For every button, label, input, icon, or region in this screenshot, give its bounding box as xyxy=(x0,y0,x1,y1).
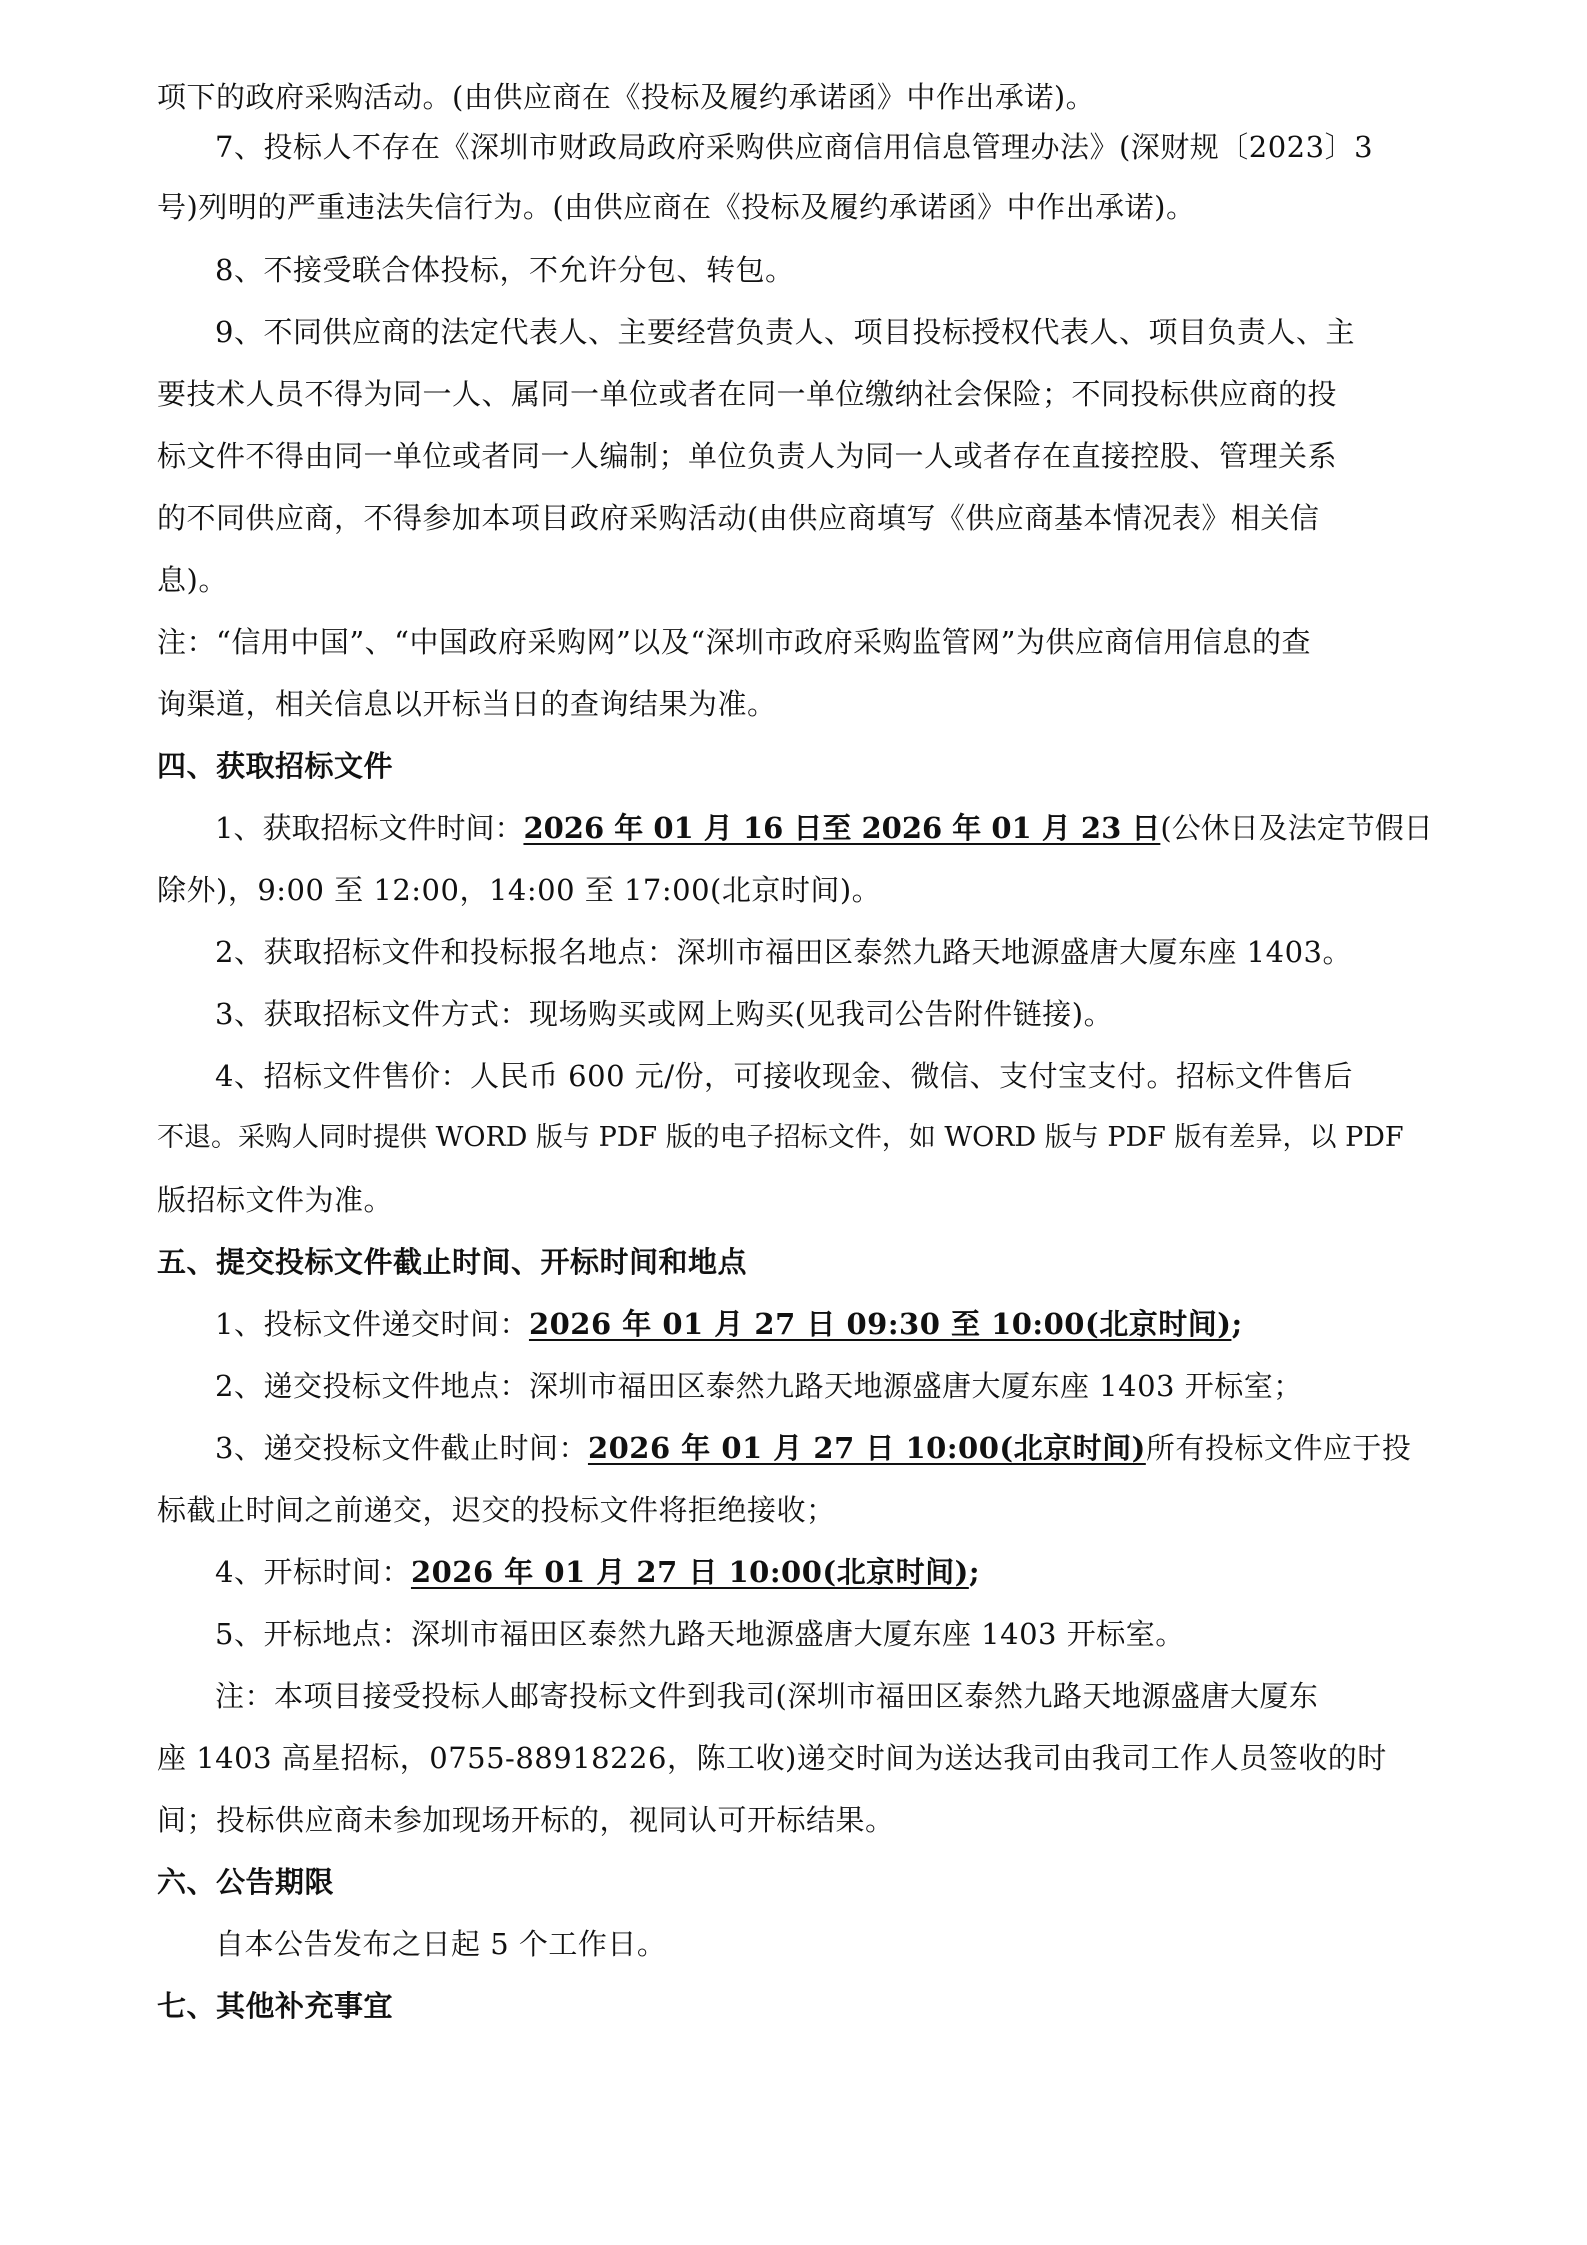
deadline-note: 所有投标文件应于投 xyxy=(1145,1431,1412,1465)
doc-time-line xyxy=(215,808,1433,848)
note-line: 注：本项目接受投标人邮寄投标文件到我司(深圳市福田区泰然九路天地源盛唐大厦东 xyxy=(215,1679,1319,1713)
section-heading-5: 五、提交投标文件截止时间、开标时间和地点 xyxy=(157,1245,748,1279)
doc-time-label: 1、获取招标文件时间： xyxy=(215,811,524,845)
deadline-label: 3、递交投标文件截止时间： xyxy=(215,1431,588,1465)
opening-time-line xyxy=(215,1552,980,1592)
item-line: 2、递交投标文件地点：深圳市福田区泰然九路天地源盛唐大厦东座 1403 开标室； xyxy=(215,1369,1303,1403)
opening-time-value: 2026 年 01 月 27 日 10:00(北京时间) xyxy=(410,1555,969,1589)
item-9-line: 9、不同供应商的法定代表人、主要经营负责人、项目投标授权代表人、项目负责人、主 xyxy=(215,315,1355,349)
paragraph-line: 询渠道，相关信息以开标当日的查询结果为准。 xyxy=(157,687,777,721)
section-heading-6: 六、公告期限 xyxy=(157,1865,335,1899)
paragraph-line: 标文件不得由同一单位或者同一人编制；单位负责人为同一人或者存在直接控股、管理关系 xyxy=(157,439,1338,473)
announcement-period-line: 自本公告发布之日起 5 个工作日。 xyxy=(215,1927,667,1961)
paragraph-line: 项下的政府采购活动。(由供应商在《投标及履约承诺函》中作出承诺)。 xyxy=(157,80,1096,114)
item-line: 4、招标文件售价：人民币 600 元/份，可接收现金、微信、支付宝支付。招标文件售后 xyxy=(215,1059,1354,1093)
item-line: 3、获取招标文件方式：现场购买或网上购买(见我司公告附件链接)。 xyxy=(215,997,1114,1031)
item-line: 2、获取招标文件和投标报名地点：深圳市福田区泰然九路天地源盛唐大厦东座 1403。 xyxy=(215,935,1352,969)
paragraph-line: 息)。 xyxy=(157,563,228,597)
item-8-line: 8、不接受联合体投标，不允许分包、转包。 xyxy=(215,253,795,287)
item-line: 5、开标地点：深圳市福田区泰然九路天地源盛唐大厦东座 1403 开标室。 xyxy=(215,1617,1185,1651)
note-line: 注：“信用中国”、“中国政府采购网”以及“深圳市政府采购监管网”为供应商信用信息的查 xyxy=(157,625,1311,659)
submit-time-value: 2026 年 01 月 27 日 09:30 至 10:00(北京时间) xyxy=(528,1307,1232,1341)
opening-time-label: 4、开标时间： xyxy=(215,1555,411,1589)
submit-time-end: ; xyxy=(1231,1307,1243,1341)
submit-time-line xyxy=(215,1304,1243,1344)
section-heading-7: 七、其他补充事宜 xyxy=(157,1989,394,2023)
item-7-line: 7、投标人不存在《深圳市财政局政府采购供应商信用信息管理办法》(深财规〔2023〕3 xyxy=(215,130,1374,164)
opening-time-end: ; xyxy=(968,1555,981,1589)
paragraph-line: 间；投标供应商未参加现场开标的，视同认可开标结果。 xyxy=(157,1803,895,1837)
deadline-line xyxy=(215,1428,1411,1468)
doc-time-value: 2026 年 01 月 16 日至 2026 年 01 月 23 日 xyxy=(523,811,1161,845)
paragraph-line: 除外)，9:00 至 12:00，14:00 至 17:00(北京时间)。 xyxy=(157,873,882,907)
deadline-value: 2026 年 01 月 27 日 10:00(北京时间) xyxy=(587,1431,1146,1465)
paragraph-line: 要技术人员不得为同一人、属同一单位或者在同一单位缴纳社会保险；不同投标供应商的投 xyxy=(157,377,1338,411)
paragraph-line: 号)列明的严重违法失信行为。(由供应商在《投标及履约承诺函》中作出承诺)。 xyxy=(157,190,1196,224)
paragraph-line: 不退。采购人同时提供 WORD 版与 PDF 版的电子招标文件，如 WORD 版与 PDF 版有差异，以 PDF xyxy=(157,1122,1404,1153)
paragraph-line: 的不同供应商，不得参加本项目政府采购活动(由供应商填写《供应商基本情况表》相关信 xyxy=(157,501,1320,535)
paragraph-line: 版招标文件为准。 xyxy=(157,1183,394,1217)
doc-time-note: (公休日及法定节假日 xyxy=(1160,811,1433,845)
paragraph-line: 座 1403 高星招标，0755-88918226，陈工收)递交时间为送达我司由我司工作人员签收的时 xyxy=(157,1741,1387,1775)
section-heading-4: 四、获取招标文件 xyxy=(157,749,394,783)
submit-time-label: 1、投标文件递交时间： xyxy=(215,1307,529,1341)
paragraph-line: 标截止时间之前递交，迟交的投标文件将拒绝接收； xyxy=(157,1493,836,1527)
